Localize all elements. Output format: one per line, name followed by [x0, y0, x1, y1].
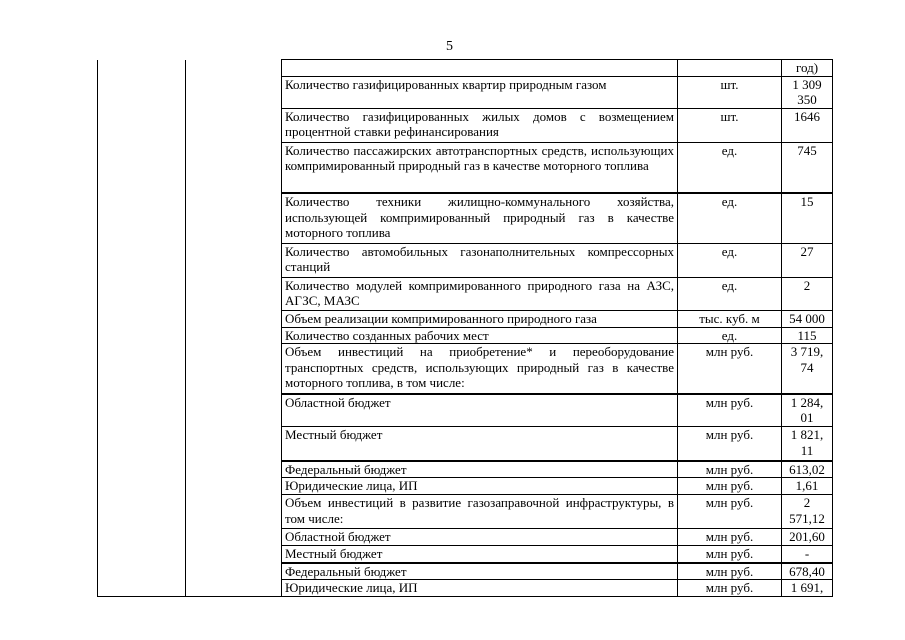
- indicator-unit: ед.: [678, 327, 782, 344]
- indicator-name: Количество созданных рабочих мест: [282, 327, 678, 344]
- indicator-name: Федеральный бюджет: [282, 461, 678, 478]
- blank-cell: [678, 60, 782, 77]
- indicator-value: -: [782, 546, 833, 563]
- table-row: [98, 344, 833, 394]
- table-header-row: [98, 60, 833, 77]
- table-row: [98, 563, 833, 580]
- table-row: [98, 243, 833, 277]
- indicator-name: Местный бюджет: [282, 546, 678, 563]
- blank-cell: [282, 60, 678, 77]
- indicator-value: 1 691,: [782, 580, 833, 597]
- indicator-unit: ед.: [678, 142, 782, 193]
- indicator-value: 1 309 350: [782, 76, 833, 108]
- table-row: [98, 277, 833, 310]
- indicator-value: 1,61: [782, 478, 833, 495]
- indicator-unit: млн руб.: [678, 546, 782, 563]
- indicator-name: Объем инвестиций на приобретение* и переоборудование транспортных средств, использующих природный газ в качестве моторного топлива, в том числе:: [282, 344, 678, 394]
- indicator-name: Юридические лица, ИП: [282, 580, 678, 597]
- indicator-value: 678,40: [782, 563, 833, 580]
- indicator-value: 1646: [782, 108, 833, 142]
- indicator-name: Областной бюджет: [282, 529, 678, 546]
- indicator-value: 1 284, 01: [782, 394, 833, 427]
- indicators-table: [97, 59, 833, 597]
- table-row: [98, 310, 833, 327]
- table-row: [98, 394, 833, 427]
- indicator-name: Количество газифицированных квартир природным газом: [282, 76, 678, 108]
- indicator-value: 613,02: [782, 461, 833, 478]
- indicator-value: 15: [782, 193, 833, 243]
- indicator-name: Объем инвестиций в развитие газозаправочной инфраструктуры, в том числе:: [282, 495, 678, 529]
- indicator-unit: ед.: [678, 243, 782, 277]
- indicator-name: Количество автомобильных газонаполнительных компрессорных станций: [282, 243, 678, 277]
- table-row: [98, 142, 833, 193]
- indicator-unit: млн руб.: [678, 478, 782, 495]
- indicator-unit: млн руб.: [678, 344, 782, 394]
- indicator-value: 115: [782, 327, 833, 344]
- indicator-name: Количество газифицированных жилых домов с возмещением процентной ставки рефинансирования: [282, 108, 678, 142]
- indicator-unit: шт.: [678, 76, 782, 108]
- indicator-unit: млн руб.: [678, 580, 782, 597]
- table-row: [98, 193, 833, 243]
- indicator-unit: шт.: [678, 108, 782, 142]
- table-row: [98, 76, 833, 108]
- indicator-value: 201,60: [782, 529, 833, 546]
- page-number: 5: [446, 39, 453, 54]
- indicator-name: Количество пассажирских автотранспортных средств, использующих компримированный природный газ в качестве моторного топлива: [282, 142, 678, 193]
- indicator-value: 2: [782, 277, 833, 310]
- indicator-name: Местный бюджет: [282, 427, 678, 461]
- indicator-unit: млн руб.: [678, 394, 782, 427]
- indicator-value: 54 000: [782, 310, 833, 327]
- table-row: [98, 427, 833, 461]
- indicator-name: Юридические лица, ИП: [282, 478, 678, 495]
- table-row: [98, 461, 833, 478]
- indicator-value: 2 571,12: [782, 495, 833, 529]
- table-row: [98, 529, 833, 546]
- indicator-unit: ед.: [678, 277, 782, 310]
- blank-cell: [98, 60, 186, 77]
- indicator-unit: млн руб.: [678, 495, 782, 529]
- indicator-value: 1 821, 11: [782, 427, 833, 461]
- indicator-value: 745: [782, 142, 833, 193]
- blank-cell: [186, 60, 282, 77]
- table-row: [98, 327, 833, 344]
- indicator-value: 3 719, 74: [782, 344, 833, 394]
- indicator-unit: млн руб.: [678, 529, 782, 546]
- indicator-unit: млн руб.: [678, 427, 782, 461]
- table-row: [98, 478, 833, 495]
- table-row: [98, 108, 833, 142]
- indicator-name: Количество техники жилищно-коммунального хозяйства, использующей компримированный природный газ в качестве моторного топлива: [282, 193, 678, 243]
- table-row: [98, 546, 833, 563]
- indicator-value: 27: [782, 243, 833, 277]
- indicator-name: Объем реализации компримированного природного газа: [282, 310, 678, 327]
- indicator-name: Федеральный бюджет: [282, 563, 678, 580]
- table-row: [98, 495, 833, 529]
- indicator-unit: тыс. куб. м: [678, 310, 782, 327]
- indicator-name: Областной бюджет: [282, 394, 678, 427]
- indicator-name: Количество модулей компримированного природного газа на АЗС, АГЗС, МАЗС: [282, 277, 678, 310]
- header-value-cell: год): [782, 60, 833, 77]
- indicator-unit: ед.: [678, 193, 782, 243]
- table-row: [98, 580, 833, 597]
- indicator-unit: млн руб.: [678, 461, 782, 478]
- indicator-unit: млн руб.: [678, 563, 782, 580]
